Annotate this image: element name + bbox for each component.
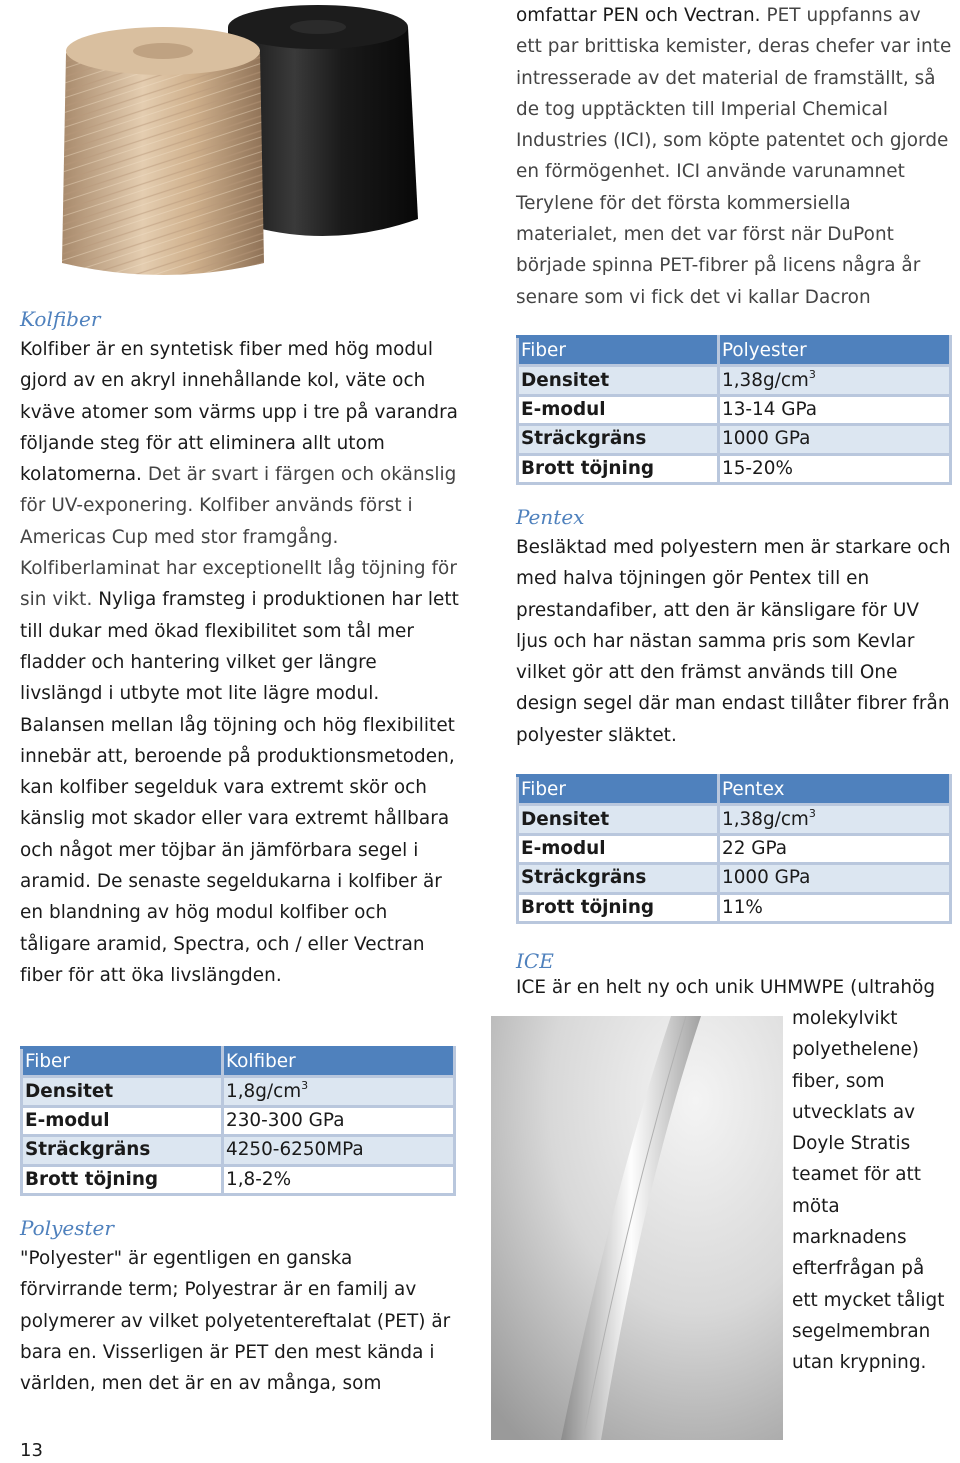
table-label-cell: E-modul (22, 1106, 223, 1135)
table-value-cell: 4250-6250MPa (223, 1136, 455, 1165)
ice-paragraph-first-line: ICE är en helt ny och unik UHMWPE (ultrahög (516, 977, 936, 998)
superscript: 3 (808, 806, 816, 820)
table-row (518, 395, 951, 424)
kolfiber-text-1: Kolfiber är en syntetisk fiber med hög modul gjord av en akryl innehållande kol, väte och kväve atomer som värms upp i tre på varandra följande steg för att eliminera allt utom kolatomerna. (20, 339, 459, 486)
table-value-cell: 1000 GPa (719, 864, 951, 893)
ice-paragraph-wrapped: molekylvikt polyethelene) fiber, som utvecklats av Doyle Stratis teamet för att möta marknadens efterfrågan på ett mycket tåligt segelmembran utan krypning. (792, 1008, 945, 1374)
table-value-cell: $1,8g/cm^3$ (223, 1077, 455, 1106)
table-label-cell: Brott töjning (518, 454, 719, 483)
polyester-text-3: ICI använde varunamnet Terylene för det första kommersiella materialet, men det var först när DuPont började spinna PET-fibrer på licens några år senare som vi fick det vi kallar Dacron (516, 161, 921, 308)
table-label-cell: E-modul (518, 395, 719, 424)
table-header-row (518, 337, 951, 366)
yarn-spools-image (46, 5, 458, 283)
kolfiber-text-2: Det är svart i färgen och okänslig för UV-exponering. Kolfiber används först i Americas Cup med stor framgång. Kolfiberlaminat har exceptionellt låg töjning för sin vikt. (20, 464, 457, 611)
table-value-cell: 13-14 GPa (719, 395, 951, 424)
table-header-row (22, 1048, 455, 1077)
table-row (22, 1165, 455, 1194)
table-header-cell: Pentex (719, 776, 951, 805)
page-number: 13 (20, 1440, 43, 1461)
table-header-cell: Fiber (518, 337, 719, 366)
table-header-cell: Kolfiber (223, 1048, 455, 1077)
table-header-row (518, 776, 951, 805)
ice-fiber-image (491, 1016, 783, 1440)
table-value-cell: 1,8-2% (223, 1165, 455, 1194)
table-row (518, 454, 951, 483)
table-value-cell: 11% (719, 893, 951, 922)
superscript: 3 (301, 1078, 309, 1092)
table-label-cell: Densitet (22, 1077, 223, 1106)
superscript: 3 (808, 367, 816, 381)
table-label-cell: Brott töjning (22, 1165, 223, 1194)
table-label-cell: Sträckgräns (518, 425, 719, 454)
kolfiber-text-3: Nyliga framsteg i produktionen har lett till dukar med ökad flexibilitet som tål mer fladder och hantering vilket ger längre livslängd i utbyte mot lite lägre modul. Balansen mellan låg töjning och hög flexibilitet innebär att, beroende på produktionsmetoden, kan kolfiber segelduk vara extremt skör och känslig mot skador eller vara extremt hållbara och något mer töjbar än jämförbara segel i aramid. De senaste segeldukarna i kolfiber är en blandning av hög modul kolfiber och tåligare aramid, Spectra, och / eller Vectran fiber för att öka livslängden. (20, 589, 459, 986)
table-value-cell: $1,38g/cm^3$ (719, 805, 951, 834)
table-header-cell: Fiber (22, 1048, 223, 1077)
pentex-spec-table (516, 774, 952, 924)
table-value-cell: 15-20% (719, 454, 951, 483)
polyester-spec-table (516, 335, 952, 485)
table-label-cell: Sträckgräns (22, 1136, 223, 1165)
table-row (518, 425, 951, 454)
polyester-paragraph-left: "Polyester" är egentligen en ganska förvirrande term; Polyestrar är en familj av polymerer av vilket polyetentereftalat (PET) är bara en. Visserligen är PET den mest kända i världen, men det är en av många, som (20, 1248, 451, 1395)
table-label-cell: Densitet (518, 805, 719, 834)
kolfiber-paragraph (20, 334, 460, 991)
table-row (22, 1106, 455, 1135)
table-value-cell: 1000 GPa (719, 425, 951, 454)
table-label-cell: Brott töjning (518, 893, 719, 922)
polyester-text-1: omfattar PEN och Vectran. (516, 5, 761, 26)
ice-heading: ICE (516, 949, 554, 973)
table-label-cell: Densitet (518, 366, 719, 395)
table-row (22, 1136, 455, 1165)
pentex-heading: Pentex (516, 505, 585, 529)
table-label-cell: E-modul (518, 834, 719, 863)
pentex-paragraph: Besläktad med polyestern men är starkare och med halva töjningen gör Pentex till en prestandafiber, att den är känsligare för UV ljus och har nästan samma pris som Kevlar vilket gör att den främst används till One design segel där man endast tillåter fibrer från polyester släktet. (516, 537, 951, 746)
table-label-cell: Sträckgräns (518, 864, 719, 893)
kolfiber-heading: Kolfiber (20, 307, 101, 331)
polyester-text-2: PET uppfanns av ett par brittiska kemister, deras chefer var inte intresserade av det material de framställt, så de tog upptäckten till Imperial Chemical Industries (ICI), som köpte patentet och gjorde en förmögenhet. (516, 5, 952, 183)
table-row (518, 805, 951, 834)
table-value-cell: $1,38g/cm^3$ (719, 366, 951, 395)
table-row (518, 893, 951, 922)
polyester-paragraph-right (516, 0, 952, 313)
table-row (518, 864, 951, 893)
table-header-cell: Polyester (719, 337, 951, 366)
table-row (22, 1077, 455, 1106)
polyester-heading: Polyester (20, 1216, 114, 1240)
table-value-cell: 22 GPa (719, 834, 951, 863)
table-value-cell: 230-300 GPa (223, 1106, 455, 1135)
table-row (518, 834, 951, 863)
table-row (518, 366, 951, 395)
kolfiber-spec-table (20, 1046, 456, 1196)
table-header-cell: Fiber (518, 776, 719, 805)
